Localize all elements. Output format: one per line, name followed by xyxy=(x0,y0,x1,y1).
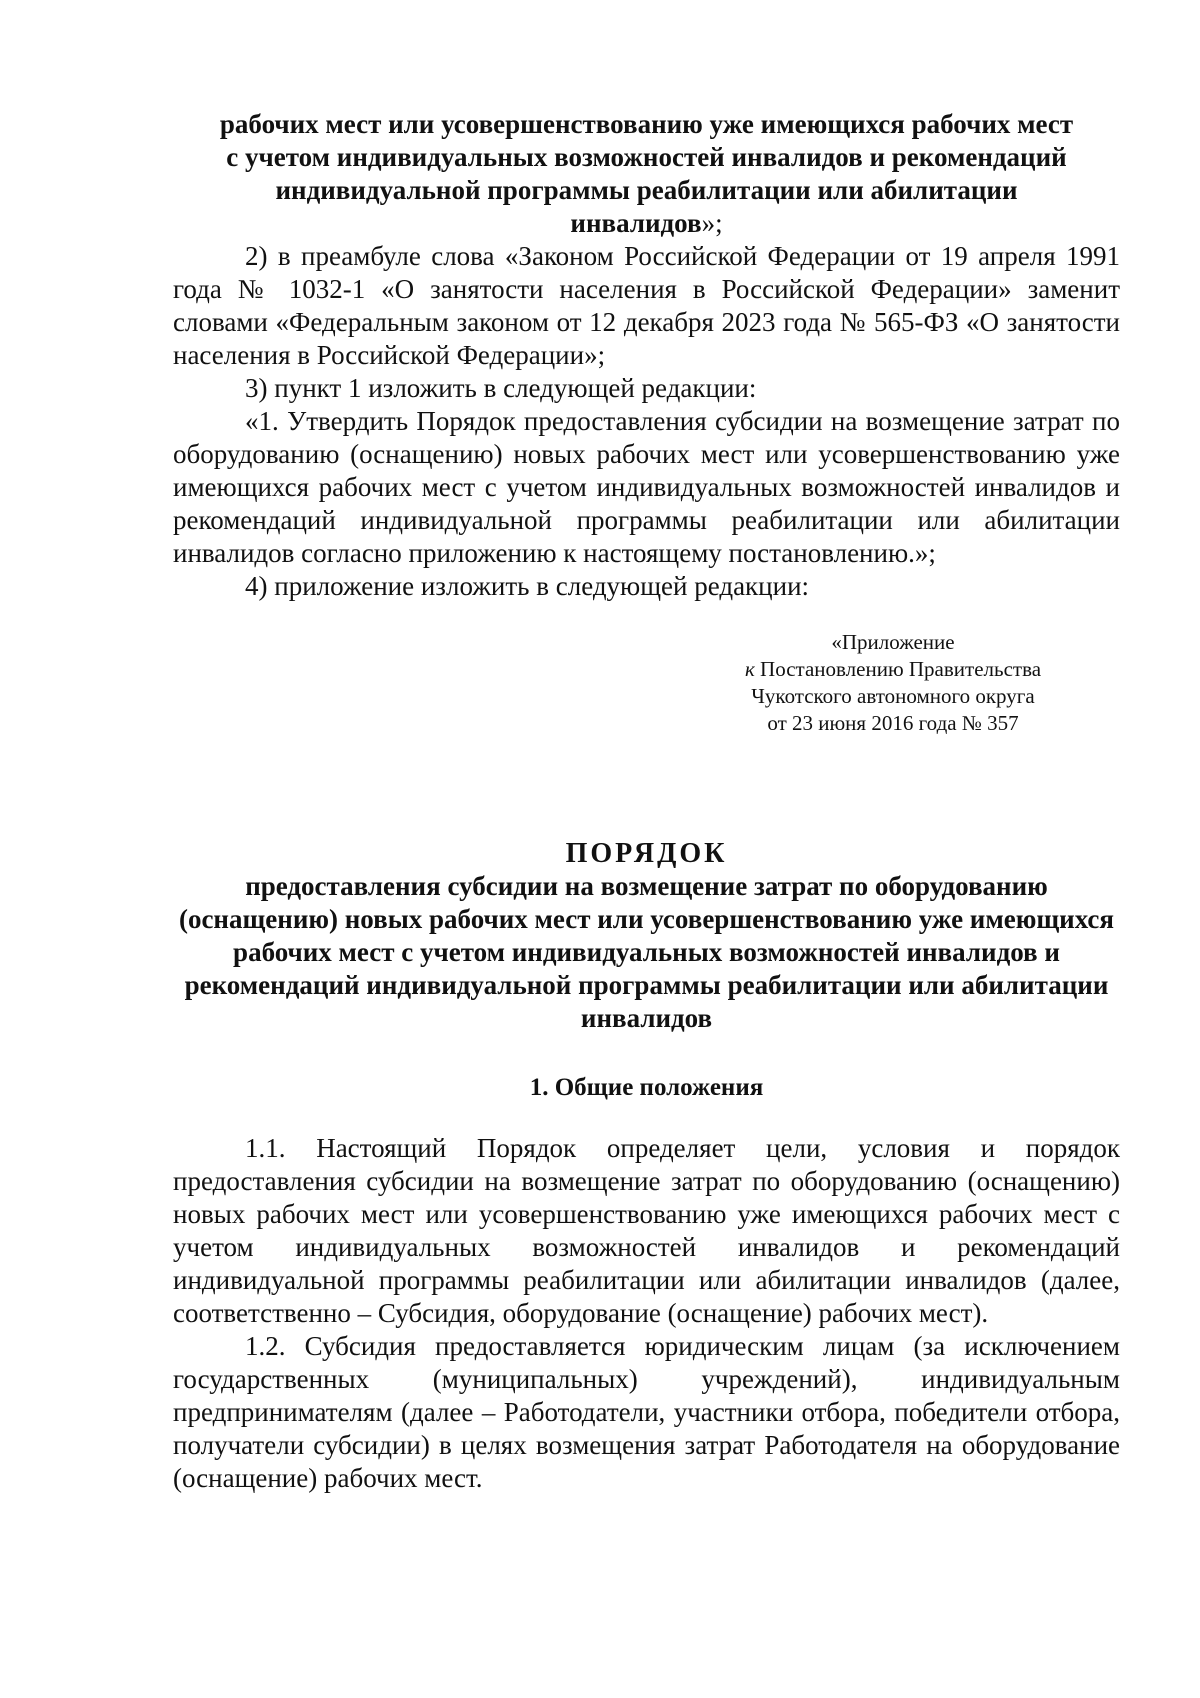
heading-continuation-tail: »; xyxy=(701,208,723,238)
paragraph-1-1: 1.1. Настоящий Порядок определяет цели, условия и порядок предоставления субсидии на возмещение затрат по оборудованию (оснащению) новых рабочих мест или усовершенствованию уже имеющихся рабочих мест с учетом индивидуальных возможностей инвалидов и рекомендаций индивидуальной программы реабилитации или абилитации инвалидов (далее, соответственно – Субсидия, оборудование (оснащение) рабочих мест). xyxy=(173,1133,1120,1328)
appendix-line-3: Чукотского автономного округа xyxy=(751,684,1035,708)
paragraph-1-2: 1.2. Субсидия предоставляется юридическим лицам (за исключением государственных (муниципальных) учреждений), индивидуальным предпринимателям (далее – Работодатели, участники отбора, победители отбора, получатели субсидии) в целях возмещения затрат Работодателя на оборудование (оснащение) рабочих мест. xyxy=(173,1331,1120,1493)
appendix-stamp xyxy=(693,629,1093,737)
appendix-line-4: от 23 июня 2016 года № 357 xyxy=(767,711,1019,735)
paragraph-item-1-new-text: «1. Утвердить Порядок предоставления субсидии на возмещение затрат по оборудованию (оснащению) новых рабочих мест или усовершенствованию уже имеющихся рабочих мест с учетом индивидуальных возможностей инвалидов и рекомендаций индивидуальной программы реабилитации или абилитации инвалидов согласно приложению к настоящему постановлению.»; xyxy=(173,406,1120,568)
appendix-line-2-prefix: к xyxy=(744,657,755,681)
document-page xyxy=(173,108,1120,1495)
paragraph-preamble-amendment: 2) в преамбуле слова «Законом Российской Федерации от 19 апреля 1991 года № 1032-1 «О занятости населения в Российской Федерации» заменит словами «Федеральным законом от 12 декабря 2023 года № 565-ФЗ «О занятости населения в Российской Федерации»; xyxy=(173,241,1120,370)
paragraph-appendix-amendment: 4) приложение изложить в следующей редакции: xyxy=(245,571,810,601)
paragraph-item-1-amendment: 3) пункт 1 изложить в следующей редакции: xyxy=(245,373,757,403)
heading-continuation-bold: рабочих мест или усовершенствованию уже имеющихся рабочих мест с учетом индивидуальных возможностей инвалидов и рекомендаций индивидуальной программы реабилитации или абилитации инвалидов xyxy=(219,109,1074,238)
appendix-line-2-rest: Постановлению Правительства xyxy=(754,657,1042,681)
appendix-line-1: «Приложение xyxy=(831,630,955,654)
document-subtitle: предоставления субсидии на возмещение затрат по оборудованию (оснащению) новых рабочих мест или усовершенствованию уже имеющихся рабочих мест с учетом индивидуальных возможностей инвалидов и рекомендаций индивидуальной программы реабилитации или абилитации инвалидов xyxy=(178,871,1115,1033)
appendix-line-2 xyxy=(693,656,1093,683)
section-heading-general: 1. Общие положения xyxy=(529,1074,764,1101)
heading-continuation xyxy=(211,108,1082,240)
document-title: ПОРЯДОК xyxy=(565,838,728,869)
